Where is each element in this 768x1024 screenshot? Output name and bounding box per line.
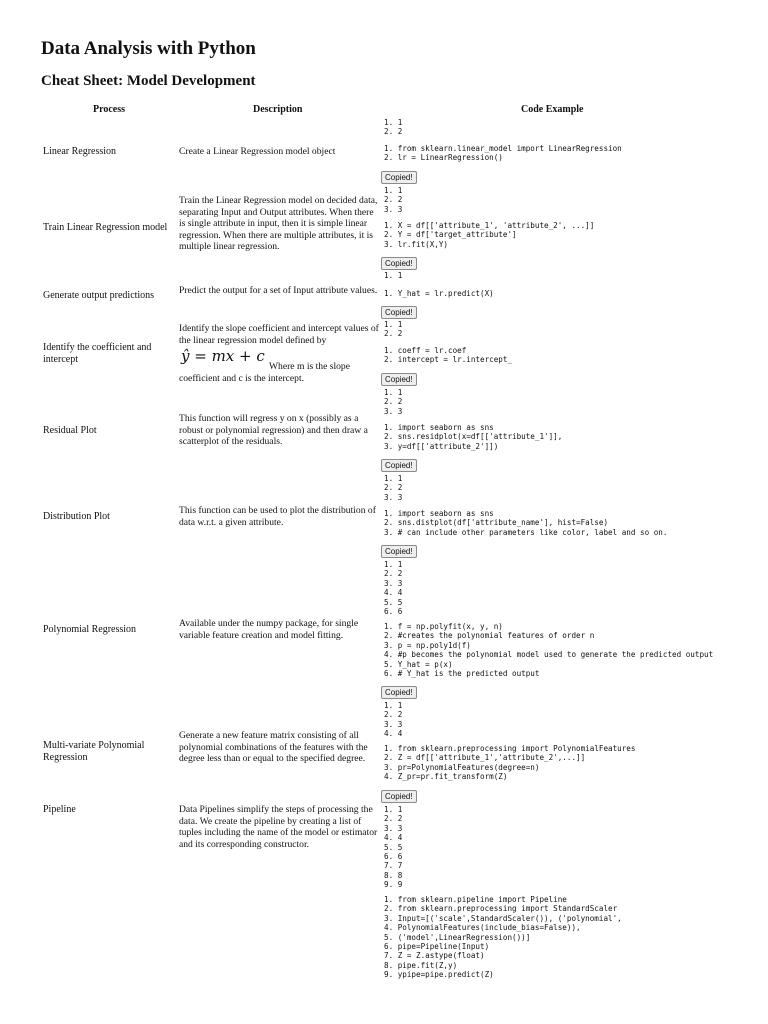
column-header-code-example: Code Example — [521, 104, 584, 115]
copied-button[interactable]: Copied! — [381, 257, 417, 270]
process-name: Train Linear Regression model — [43, 222, 168, 233]
process-description: Available under the numpy package, for single variable feature creation and model fitting. — [179, 618, 359, 641]
copied-button[interactable]: Copied! — [381, 373, 417, 386]
code-example[interactable]: 1. coeff = lr.coef 2. intercept = lr.intercept_ — [384, 346, 513, 365]
process-name: Distribution Plot — [43, 511, 110, 522]
copied-button[interactable]: Copied! — [381, 306, 417, 319]
process-name: Identify the coefficient and intercept — [43, 342, 152, 365]
code-example[interactable]: 1. from sklearn.preprocessing import PolynomialFeatures 2. Z = df[['attribute_1','attribute_2',...]] 3. pr=PolynomialFeatures(degree=n) 4. Z_pr=pr.fit_transform(Z) — [384, 744, 636, 782]
line-numbers: 1. 1 2. 2 3. 3 — [384, 474, 403, 502]
process-name: Pipeline — [43, 804, 76, 815]
copied-button[interactable]: Copied! — [381, 686, 417, 699]
regression-formula: ŷ = mx + c — [181, 347, 265, 365]
line-numbers: 1. 1 2. 2 3. 3 4. 4 5. 5 6. 6 7. 7 8. 8 9. 9 — [384, 805, 403, 890]
process-description: This function can be used to plot the distribution of data w.r.t. a given attribute. — [179, 505, 376, 528]
line-numbers: 1. 1 — [384, 271, 403, 280]
process-name: Generate output predictions — [43, 290, 155, 301]
column-header-description: Description — [253, 104, 303, 115]
code-example[interactable]: 1. from sklearn.linear_model import LinearRegression 2. lr = LinearRegression() — [384, 144, 622, 163]
process-name: Linear Regression — [43, 146, 117, 157]
process-description: Create a Linear Regression model object — [179, 146, 336, 157]
code-example[interactable]: 1. Y_hat = lr.predict(X) — [384, 289, 494, 298]
line-numbers: 1. 1 2. 2 3. 3 4. 4 — [384, 701, 403, 739]
line-numbers: 1. 1 2. 2 — [384, 320, 403, 339]
line-numbers: 1. 1 2. 2 3. 3 4. 4 5. 5 6. 6 — [384, 560, 403, 617]
process-description: Data Pipelines simplify the steps of processing the data. We create the pipeline by creating a list of tuples including the name of the model or estimator and its corresponding constructor. — [179, 804, 378, 850]
process-name: Residual Plot — [43, 425, 97, 436]
code-example[interactable]: 1. from sklearn.pipeline import Pipeline 2. from sklearn.preprocessing import StandardScaler 3. Input=[('scale',StandardScaler()), ('polynomial', 4. PolynomialFeatures(include_bias=False)), 5. ('model',LinearRegression())] 6. pipe=Pipeline(Input) 7. Z = Z.astype(float) 8. pipe.fit(Z,y) 9. ypipe=pipe.predict(Z) — [384, 895, 622, 980]
process-description: Predict the output for a set of Input attribute values. — [179, 285, 378, 296]
code-example[interactable]: 1. f = np.polyfit(x, y, n) 2. #creates the polynomial features of order n 3. p = np.poly1d(f) 4. #p becomes the polynomial model used to generate the predicted output 5. Y_hat = p(x) 6. # Y_hat is the predicted output — [384, 622, 714, 679]
code-example[interactable]: 1. import seaborn as sns 2. sns.residplot(x=df[['attribute_1']], 3. y=df[['attribute_2']]) — [384, 423, 563, 451]
process-description: This function will regress y on x (possibly as a robust or polynomial regression) and then draw a scatterplot of the residuals. — [179, 413, 368, 448]
column-header-process: Process — [93, 104, 126, 115]
copied-button[interactable]: Copied! — [381, 790, 417, 803]
process-description: Generate a new feature matrix consisting of all polynomial combinations of the features with the degree less than or equal to the specified degree. — [179, 730, 368, 765]
process-description: Train the Linear Regression model on decided data, separating Input and Output attributes. When there is single attribute in input, then it is simple linear regression. When there are multiple attributes, it is multiple linear regression. — [179, 195, 378, 253]
code-example[interactable]: 1. import seaborn as sns 2. sns.distplot(df['attribute_name'], hist=False) 3. # can include other parameters like color, label and so on. — [384, 509, 668, 537]
line-numbers: 1. 1 2. 2 3. 3 — [384, 388, 403, 416]
page-title: Data Analysis with Python — [41, 38, 256, 59]
line-numbers: 1. 1 2. 2 — [384, 118, 403, 137]
process-description: Identify the slope coefficient and intercept values of the linear regression model defined by — [179, 323, 379, 346]
process-name: Multi-variate Polynomial Regression — [43, 740, 145, 763]
page-subtitle: Cheat Sheet: Model Development — [41, 73, 256, 89]
code-example[interactable]: 1. X = df[['attribute_1', 'attribute_2', ...]] 2. Y = df['target_attribute'] 3. lr.fit(X,Y) — [384, 221, 595, 249]
process-description: coefficient and c is the intercept. — [179, 373, 305, 384]
line-numbers: 1. 1 2. 2 3. 3 — [384, 186, 403, 214]
copied-button[interactable]: Copied! — [381, 171, 417, 184]
copied-button[interactable]: Copied! — [381, 545, 417, 558]
copied-button[interactable]: Copied! — [381, 459, 417, 472]
process-description: Where m is the slope — [269, 361, 350, 372]
process-name: Polynomial Regression — [43, 624, 137, 635]
